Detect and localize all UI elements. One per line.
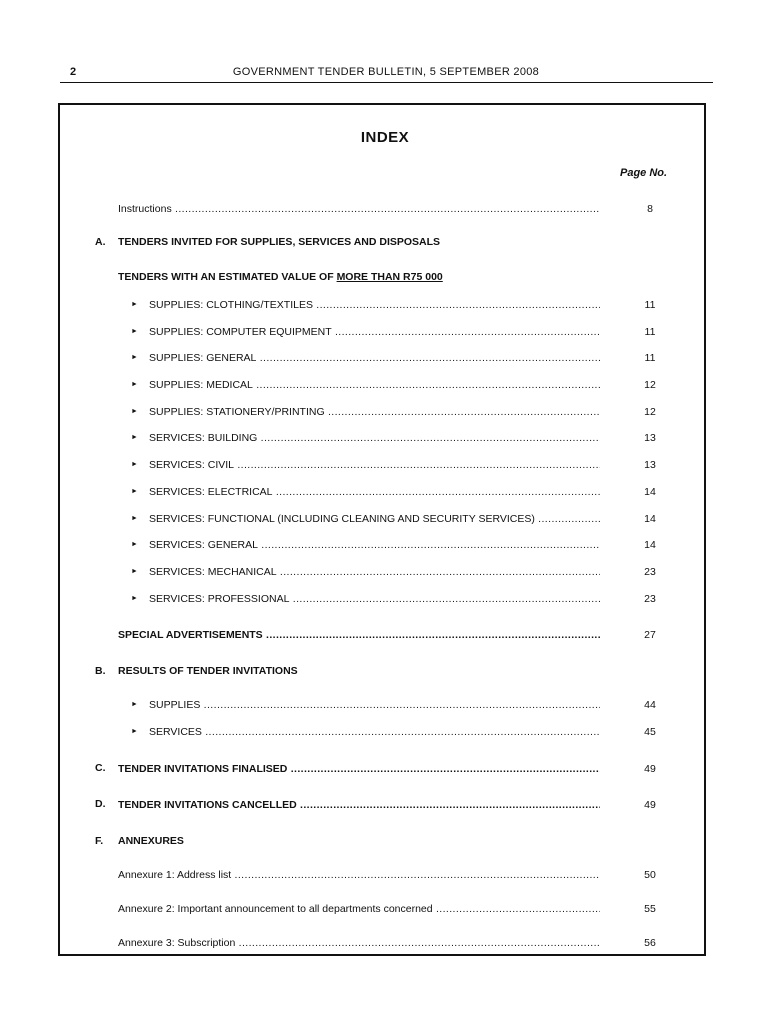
section-letter-a: A. — [95, 236, 106, 248]
toc-entry[interactable] — [149, 512, 600, 526]
toc-entry-label: SERVICES: MECHANICAL ..... — [149, 565, 600, 579]
toc-entry[interactable] — [149, 592, 600, 606]
toc-entry-label: SUPPLIES: STATIONERY/PRINTING ..... — [149, 405, 600, 419]
page-ref: 23 — [644, 593, 656, 605]
page-ref: 14 — [644, 486, 656, 498]
section-letter-c: C. — [95, 762, 106, 774]
page-ref: 12 — [644, 379, 656, 391]
bullet-icon: ► — [131, 595, 138, 602]
toc-entry-label: Annexure 2: Important announcement to all departments concerned ..... — [118, 902, 600, 916]
header-rule — [60, 82, 713, 83]
page-ref: 49 — [644, 763, 656, 775]
page-no-label: Page No. — [620, 167, 668, 179]
toc-entry[interactable] — [118, 902, 600, 916]
bullet-icon: ► — [131, 381, 138, 388]
toc-entry-label: SERVICES: BUILDING ..... — [149, 431, 600, 445]
section-heading-f: ANNEXURES — [118, 835, 184, 847]
subheading-underlined: MORE THAN R75 000 — [336, 271, 443, 283]
bullet-icon: ► — [131, 434, 138, 441]
toc-entry-label: TENDER INVITATIONS CANCELLED ..... — [118, 798, 600, 812]
bullet-icon: ► — [131, 701, 138, 708]
toc-entry-label: SERVICES: GENERAL ..... — [149, 538, 600, 552]
toc-entry[interactable] — [149, 405, 600, 419]
toc-entry-label: Annexure 3: Subscription ..... — [118, 936, 600, 950]
toc-entry-instructions[interactable] — [118, 202, 600, 216]
section-letter-d: D. — [95, 798, 106, 810]
page-ref: 27 — [644, 629, 656, 641]
toc-entry-label: SERVICES: PROFESSIONAL ..... — [149, 592, 600, 606]
bullet-icon: ► — [131, 328, 138, 335]
toc-entry-label: SPECIAL ADVERTISEMENTS ..... — [118, 628, 600, 642]
toc-entry[interactable] — [149, 725, 600, 739]
toc-entry-label: SERVICES: FUNCTIONAL (INCLUDING CLEANING AND SECURITY SERVICES) ..... — [149, 512, 600, 526]
section-heading-b: RESULTS OF TENDER INVITATIONS — [118, 665, 298, 677]
page-ref: 49 — [644, 799, 656, 811]
toc-entry-section-c[interactable] — [118, 762, 600, 776]
toc-entry[interactable] — [149, 298, 600, 312]
page-ref: 13 — [644, 459, 656, 471]
page-ref: 14 — [644, 513, 656, 525]
page-ref: 56 — [644, 937, 656, 949]
page-ref: 23 — [644, 566, 656, 578]
page-ref: 13 — [644, 432, 656, 444]
toc-entry-section-d[interactable] — [118, 798, 600, 812]
page-ref: 55 — [644, 903, 656, 915]
page-ref: 14 — [644, 539, 656, 551]
page-ref: 11 — [644, 326, 656, 338]
toc-entry[interactable] — [149, 378, 600, 392]
toc-entry[interactable] — [149, 698, 600, 712]
page-ref: 50 — [644, 869, 656, 881]
page-ref: 45 — [644, 726, 656, 738]
index-title: INDEX — [360, 129, 410, 146]
toc-entry-label: SERVICES: ELECTRICAL ..... — [149, 485, 600, 499]
bullet-icon: ► — [131, 541, 138, 548]
page-ref: 12 — [644, 406, 656, 418]
toc-entry-label: Instructions ..... — [118, 202, 600, 216]
page-number: 2 — [70, 66, 77, 78]
bullet-icon: ► — [131, 408, 138, 415]
toc-entry-special-advertisements[interactable] — [118, 628, 600, 642]
subheading-prefix: TENDERS WITH AN ESTIMATED VALUE OF — [118, 271, 337, 283]
toc-entry[interactable] — [149, 431, 600, 445]
page-ref: 8 — [647, 203, 653, 215]
toc-entry-label: SUPPLIES: CLOTHING/TEXTILES ..... — [149, 298, 600, 312]
toc-entry-label: SUPPLIES: COMPUTER EQUIPMENT ..... — [149, 325, 600, 339]
toc-entry[interactable] — [149, 485, 600, 499]
toc-entry-label: Annexure 1: Address list ..... — [118, 868, 600, 882]
bullet-icon: ► — [131, 568, 138, 575]
bulletin-title: GOVERNMENT TENDER BULLETIN, 5 SEPTEMBER 2008 — [232, 66, 540, 78]
toc-entry-label: SUPPLIES: GENERAL ..... — [149, 351, 600, 365]
toc-entry[interactable] — [149, 458, 600, 472]
section-letter-f: F. — [95, 835, 104, 847]
page-ref: 44 — [644, 699, 656, 711]
toc-entry[interactable] — [118, 936, 600, 950]
section-a-subheading — [118, 271, 443, 283]
page-header — [60, 64, 712, 84]
toc-entry-label: TENDER INVITATIONS FINALISED ..... — [118, 762, 600, 776]
toc-entry[interactable] — [149, 565, 600, 579]
toc-entry[interactable] — [118, 868, 600, 882]
toc-entry[interactable] — [149, 538, 600, 552]
bullet-icon: ► — [131, 515, 138, 522]
page-ref: 11 — [644, 352, 656, 364]
index-box — [58, 103, 706, 956]
bullet-icon: ► — [131, 354, 138, 361]
bullet-icon: ► — [131, 301, 138, 308]
toc-entry[interactable] — [149, 325, 600, 339]
page-ref: 11 — [644, 299, 656, 311]
bullet-icon: ► — [131, 488, 138, 495]
toc-entry-label: SUPPLIES ..... — [149, 698, 600, 712]
toc-entry[interactable] — [149, 351, 600, 365]
toc-entry-label: SERVICES ..... — [149, 725, 600, 739]
toc-entry-label: SERVICES: CIVIL ..... — [149, 458, 600, 472]
section-heading-a: TENDERS INVITED FOR SUPPLIES, SERVICES AND DISPOSALS — [118, 236, 441, 248]
bullet-icon: ► — [131, 461, 138, 468]
bullet-icon: ► — [131, 728, 138, 735]
toc-entry-label: SUPPLIES: MEDICAL ..... — [149, 378, 600, 392]
section-letter-b: B. — [95, 665, 106, 677]
